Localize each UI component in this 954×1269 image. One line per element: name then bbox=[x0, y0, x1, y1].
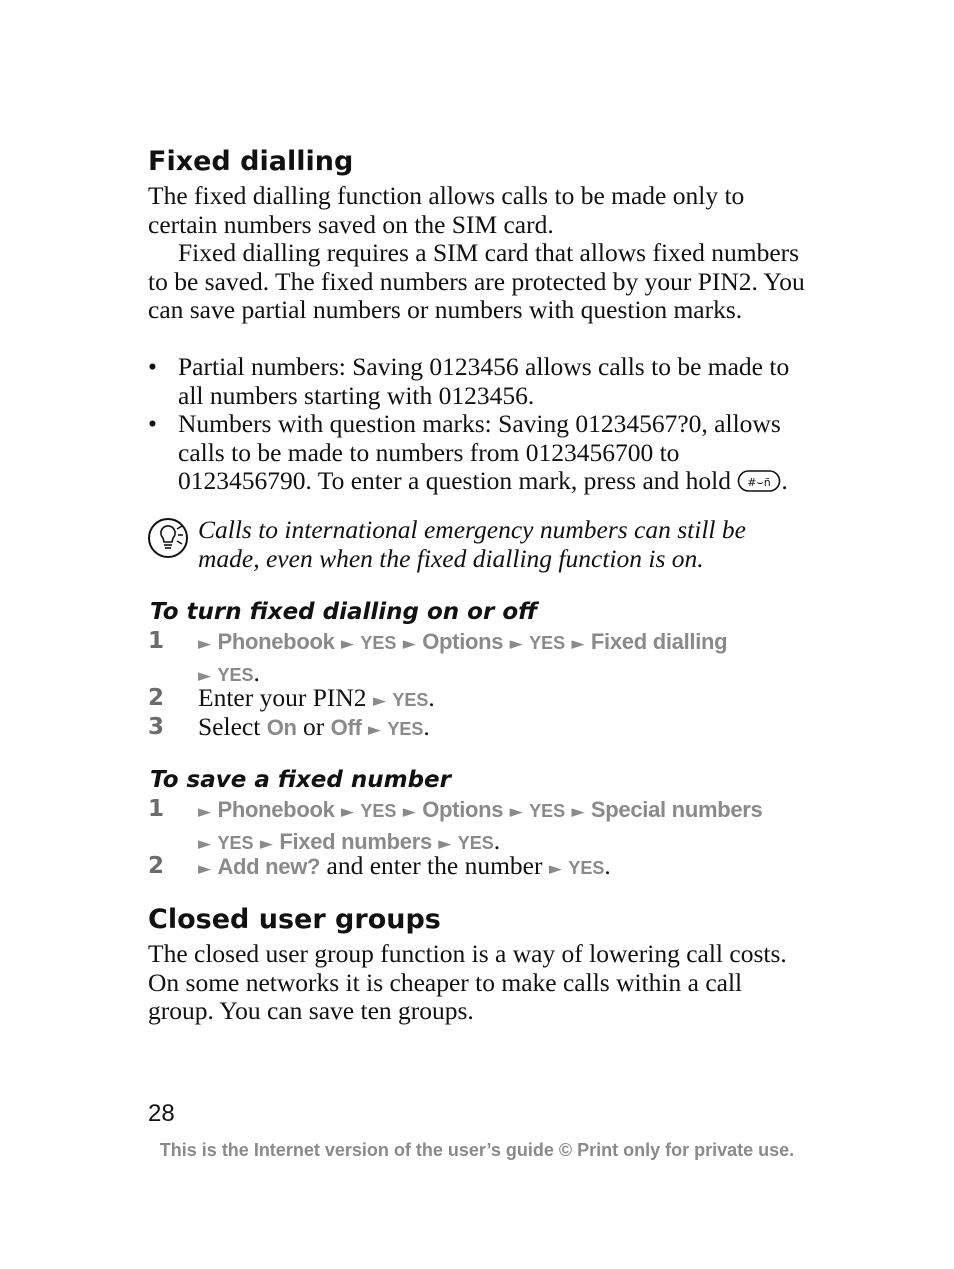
step-number: 2 bbox=[148, 685, 165, 711]
note-emergency-numbers: Calls to international emergency numbers can still be made, even when the fixed dialling function is on. bbox=[198, 515, 746, 573]
arrow-icon: ► bbox=[571, 634, 585, 654]
paragraph-fixed-requirements: Fixed dialling requires a SIM card that allows fixed numbers to be saved. The fixed numbers are protected by your PIN2. You can save partial numbers or numbers with question marks. bbox=[148, 238, 805, 325]
step-body bbox=[198, 713, 808, 745]
period: . bbox=[493, 825, 501, 855]
arrow-icon: ► bbox=[402, 634, 416, 654]
yes-key: YES bbox=[457, 832, 494, 853]
step-body bbox=[198, 795, 808, 858]
yes-key: YES bbox=[529, 633, 566, 653]
menu-fixed-dialling: Fixed dialling bbox=[590, 629, 728, 654]
step-body bbox=[198, 627, 808, 690]
yes-key: YES bbox=[392, 690, 429, 710]
menu-options: Options bbox=[422, 797, 504, 822]
step-number: 2 bbox=[148, 853, 165, 879]
yes-key: YES bbox=[217, 832, 254, 853]
hash-key-icon bbox=[737, 469, 781, 500]
arrow-icon: ► bbox=[198, 802, 212, 822]
arrow-icon: ► bbox=[259, 833, 273, 854]
step-text-select: Select bbox=[198, 712, 261, 741]
bullet-end-period: . bbox=[781, 466, 788, 496]
arrow-icon: ► bbox=[340, 634, 354, 654]
period: . bbox=[428, 683, 435, 712]
step-number: 1 bbox=[148, 796, 165, 822]
arrow-icon: ► bbox=[198, 859, 212, 879]
arrow-icon: ► bbox=[438, 833, 452, 854]
yes-key: YES bbox=[217, 664, 254, 685]
bullet-question-marks bbox=[178, 410, 808, 500]
menu-phonebook: Phonebook bbox=[217, 629, 335, 654]
bullet-marker: • bbox=[148, 352, 157, 381]
page-number: 28 bbox=[148, 1100, 175, 1127]
menu-fixed-numbers: Fixed numbers bbox=[279, 828, 432, 854]
svg-text:#⌣ñ: #⌣ñ bbox=[747, 476, 772, 490]
arrow-icon: ► bbox=[548, 859, 562, 879]
menu-options: Options bbox=[422, 629, 504, 654]
yes-key: YES bbox=[360, 633, 397, 653]
bullet-text-question-marks: Numbers with question marks: Saving 01234567?0, allows calls to be made to numbers from 0123456700 to 0123456790. To enter a question mark, press and hold bbox=[178, 409, 781, 496]
yes-key: YES bbox=[568, 858, 605, 878]
arrow-icon: ► bbox=[198, 665, 212, 686]
step-text-enter-number: and enter the number bbox=[326, 851, 543, 880]
step-number: 3 bbox=[148, 714, 165, 740]
step-text-enter-pin2: Enter your PIN2 bbox=[198, 683, 367, 712]
step-body bbox=[198, 684, 808, 716]
lightbulb-tip-icon bbox=[147, 517, 189, 559]
menu-off: Off bbox=[330, 715, 362, 740]
menu-phonebook: Phonebook bbox=[217, 797, 335, 822]
arrow-icon: ► bbox=[340, 802, 354, 822]
menu-add-new: Add new? bbox=[217, 854, 321, 879]
section-heading-fixed-dialling: Fixed dialling bbox=[148, 146, 354, 177]
menu-on: On bbox=[266, 715, 297, 740]
yes-key: YES bbox=[387, 719, 424, 739]
bullet-text-partial-numbers: Partial numbers: Saving 0123456 allows calls to be made to all numbers starting with 0123456. bbox=[178, 352, 790, 410]
arrow-icon: ► bbox=[372, 691, 387, 711]
paragraph-fixed-intro: The fixed dialling function allows calls to be made only to certain numbers saved on the SIM card. bbox=[148, 181, 745, 239]
section-heading-closed-user-groups: Closed user groups bbox=[148, 904, 441, 935]
arrow-icon: ► bbox=[571, 802, 585, 822]
arrow-icon: ► bbox=[198, 833, 212, 854]
bullet-marker: • bbox=[148, 409, 157, 438]
arrow-icon: ► bbox=[509, 802, 523, 822]
step-body bbox=[198, 852, 808, 884]
yes-key: YES bbox=[529, 801, 566, 821]
period: . bbox=[253, 657, 260, 687]
arrow-icon: ► bbox=[367, 720, 381, 740]
step-text-or: or bbox=[303, 712, 325, 741]
period: . bbox=[604, 851, 611, 880]
paragraph-closed-user-groups: The closed user group function is a way of lowering call costs. On some networks it is cheaper to make calls within a call group. You can save ten groups. bbox=[148, 939, 787, 1026]
subheading-turn-fixed-dialling: To turn fixed dialling on or off bbox=[150, 599, 538, 625]
subheading-save-fixed-number: To save a fixed number bbox=[150, 767, 451, 793]
menu-special-numbers: Special numbers bbox=[590, 797, 763, 822]
arrow-icon: ► bbox=[402, 802, 416, 822]
arrow-icon: ► bbox=[198, 634, 212, 654]
yes-key: YES bbox=[360, 801, 397, 821]
arrow-icon: ► bbox=[509, 634, 523, 654]
period: . bbox=[423, 712, 430, 741]
footer-note: This is the Internet version of the user’s guide © Print only for private use. bbox=[159, 1140, 795, 1160]
step-number: 1 bbox=[148, 628, 165, 654]
